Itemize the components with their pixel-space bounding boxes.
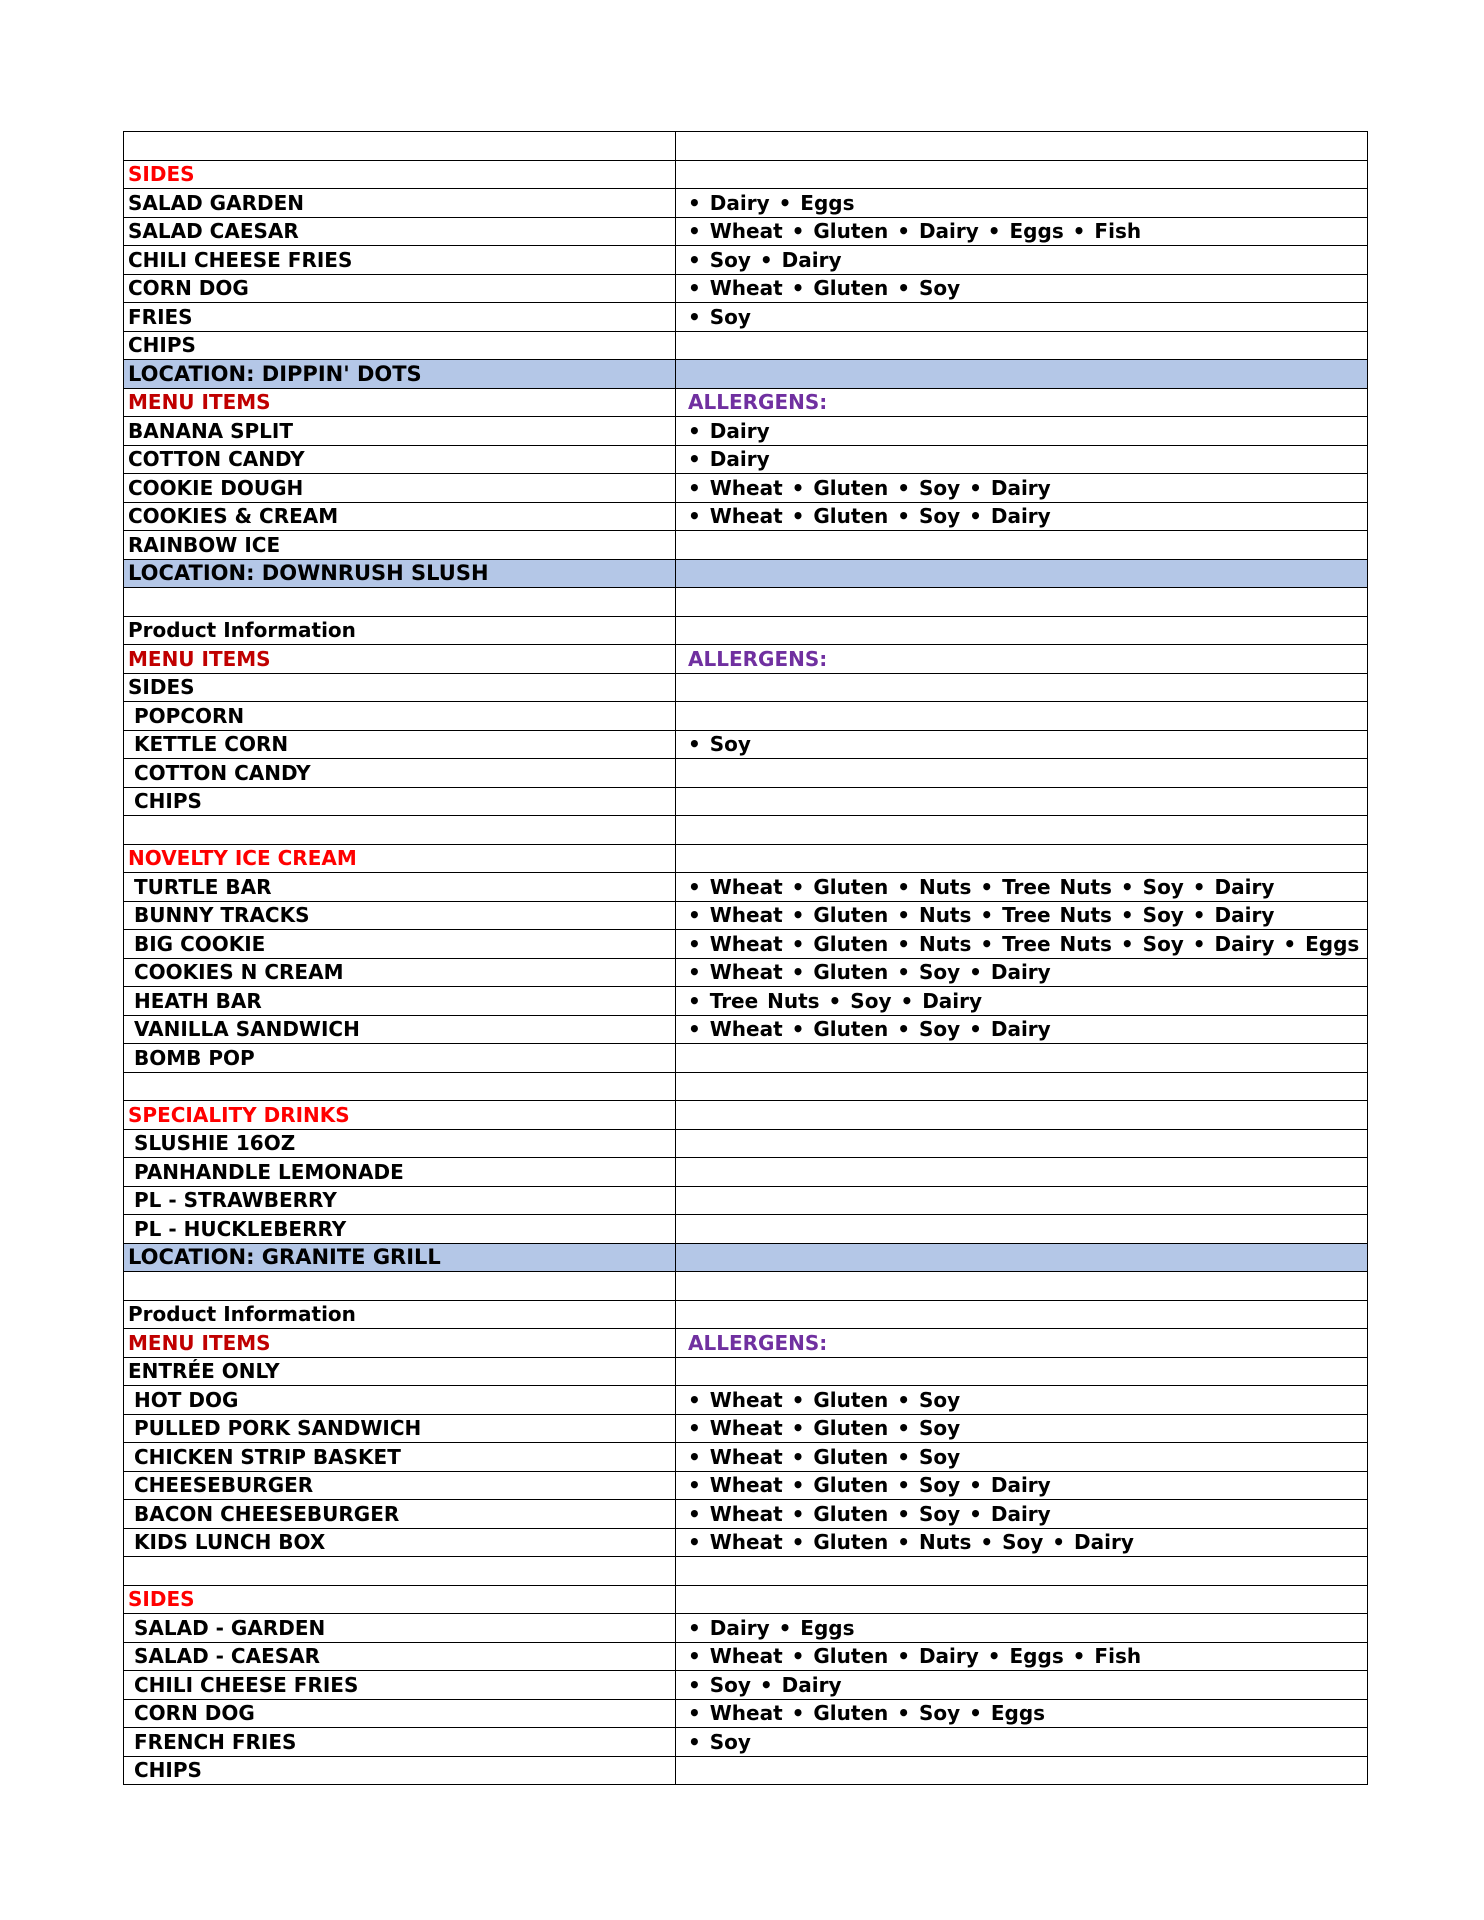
allergen-table xyxy=(123,131,1368,1785)
allergens-cell: • Dairy xyxy=(676,417,1368,446)
table-row xyxy=(124,531,1368,560)
allergens-cell xyxy=(676,1215,1368,1244)
item-cell: PL - HUCKLEBERRY xyxy=(124,1215,676,1244)
section-header-row xyxy=(124,1101,1368,1130)
allergen-table-body xyxy=(124,132,1368,1785)
table-row xyxy=(124,303,1368,332)
location-header-row xyxy=(124,1243,1368,1272)
table-row xyxy=(124,730,1368,759)
item-cell: PL - STRAWBERRY xyxy=(124,1186,676,1215)
column-header-row xyxy=(124,1329,1368,1358)
table-row xyxy=(124,474,1368,503)
item-cell: CHICKEN STRIP BASKET xyxy=(124,1443,676,1472)
table-row xyxy=(124,1215,1368,1244)
allergens-cell: • Wheat • Gluten • Soy xyxy=(676,1386,1368,1415)
item-cell: BANANA SPLIT xyxy=(124,417,676,446)
item-cell: SIDES xyxy=(124,1585,676,1614)
item-cell: SALAD - GARDEN xyxy=(124,1614,676,1643)
blank-row xyxy=(124,132,1368,161)
table-row xyxy=(124,787,1368,816)
item-cell: COTTON CANDY xyxy=(124,759,676,788)
item-cell xyxy=(124,588,676,617)
table-row xyxy=(124,1614,1368,1643)
item-cell: BOMB POP xyxy=(124,1044,676,1073)
item-cell: SALAD CAESAR xyxy=(124,217,676,246)
allergens-cell: • Wheat • Gluten • Dairy • Eggs • Fish xyxy=(676,217,1368,246)
location-header-row xyxy=(124,360,1368,389)
allergens-cell xyxy=(676,787,1368,816)
allergens-cell xyxy=(676,1272,1368,1301)
column-header-row xyxy=(124,645,1368,674)
table-row xyxy=(124,1471,1368,1500)
allergens-cell xyxy=(676,1129,1368,1158)
table-row xyxy=(124,1728,1368,1757)
item-cell: SPECIALITY DRINKS xyxy=(124,1101,676,1130)
table-row xyxy=(124,502,1368,531)
table-row xyxy=(124,1129,1368,1158)
allergens-cell xyxy=(676,844,1368,873)
allergens-cell: • Wheat • Gluten • Soy • Dairy xyxy=(676,958,1368,987)
table-row xyxy=(124,445,1368,474)
item-cell: CORN DOG xyxy=(124,274,676,303)
allergens-cell xyxy=(676,1756,1368,1785)
allergens-cell: • Soy xyxy=(676,1728,1368,1757)
allergens-cell: • Tree Nuts • Soy • Dairy xyxy=(676,987,1368,1016)
table-row xyxy=(124,1186,1368,1215)
allergens-cell xyxy=(676,132,1368,161)
section-header-row xyxy=(124,1585,1368,1614)
item-cell: POPCORN xyxy=(124,702,676,731)
section-header-row xyxy=(124,160,1368,189)
item-cell xyxy=(124,1557,676,1586)
table-row xyxy=(124,1443,1368,1472)
item-cell: Product Information xyxy=(124,616,676,645)
item-cell: NOVELTY ICE CREAM xyxy=(124,844,676,873)
item-cell: MENU ITEMS xyxy=(124,645,676,674)
allergens-cell: • Wheat • Gluten • Nuts • Tree Nuts • Soy • Dairy xyxy=(676,873,1368,902)
table-row xyxy=(124,1699,1368,1728)
item-cell: LOCATION: DOWNRUSH SLUSH xyxy=(124,559,676,588)
item-cell: MENU ITEMS xyxy=(124,388,676,417)
item-cell xyxy=(124,816,676,845)
item-cell xyxy=(124,132,676,161)
allergens-cell: ALLERGENS: xyxy=(676,388,1368,417)
item-cell: BACON CHEESEBURGER xyxy=(124,1500,676,1529)
item-cell: CHILI CHEESE FRIES xyxy=(124,246,676,275)
allergens-cell: • Wheat • Gluten • Soy xyxy=(676,274,1368,303)
table-row xyxy=(124,331,1368,360)
item-cell: COOKIE DOUGH xyxy=(124,474,676,503)
table-row xyxy=(124,189,1368,218)
item-cell: VANILLA SANDWICH xyxy=(124,1015,676,1044)
allergens-cell xyxy=(676,1585,1368,1614)
table-row xyxy=(124,1500,1368,1529)
table-row xyxy=(124,246,1368,275)
item-cell: CHILI CHEESE FRIES xyxy=(124,1671,676,1700)
allergens-cell: • Wheat • Gluten • Soy • Eggs xyxy=(676,1699,1368,1728)
allergens-cell xyxy=(676,588,1368,617)
table-row xyxy=(124,930,1368,959)
allergens-cell: • Wheat • Gluten • Soy • Dairy xyxy=(676,502,1368,531)
allergens-cell xyxy=(676,1357,1368,1386)
allergens-cell xyxy=(676,1072,1368,1101)
blank-row xyxy=(124,1072,1368,1101)
allergens-cell: • Dairy xyxy=(676,445,1368,474)
item-cell: HEATH BAR xyxy=(124,987,676,1016)
blank-row xyxy=(124,1272,1368,1301)
table-row xyxy=(124,217,1368,246)
allergens-cell xyxy=(676,559,1368,588)
allergens-cell xyxy=(676,816,1368,845)
allergens-cell: • Wheat • Gluten • Nuts • Soy • Dairy xyxy=(676,1528,1368,1557)
allergens-cell: • Wheat • Gluten • Soy • Dairy xyxy=(676,1471,1368,1500)
location-header-row xyxy=(124,559,1368,588)
item-cell: KETTLE CORN xyxy=(124,730,676,759)
allergens-cell xyxy=(676,160,1368,189)
item-cell: CHIPS xyxy=(124,787,676,816)
table-row xyxy=(124,1528,1368,1557)
item-cell: FRENCH FRIES xyxy=(124,1728,676,1757)
section-header-row xyxy=(124,844,1368,873)
item-cell: BUNNY TRACKS xyxy=(124,901,676,930)
allergens-cell xyxy=(676,1101,1368,1130)
allergens-cell xyxy=(676,1044,1368,1073)
blank-row xyxy=(124,816,1368,845)
allergens-cell: • Wheat • Gluten • Soy • Dairy xyxy=(676,474,1368,503)
allergens-cell: • Soy xyxy=(676,303,1368,332)
table-row xyxy=(124,274,1368,303)
table-row xyxy=(124,1671,1368,1700)
item-cell: COOKIES N CREAM xyxy=(124,958,676,987)
allergens-cell xyxy=(676,702,1368,731)
item-cell: FRIES xyxy=(124,303,676,332)
allergens-cell xyxy=(676,1158,1368,1187)
allergens-cell xyxy=(676,616,1368,645)
allergens-cell xyxy=(676,360,1368,389)
item-cell: LOCATION: DIPPIN' DOTS xyxy=(124,360,676,389)
allergens-cell: ALLERGENS: xyxy=(676,1329,1368,1358)
table-row xyxy=(124,1158,1368,1187)
table-row xyxy=(124,759,1368,788)
table-row xyxy=(124,702,1368,731)
table-row xyxy=(124,1357,1368,1386)
table-row xyxy=(124,901,1368,930)
allergens-cell xyxy=(676,1300,1368,1329)
item-cell: COOKIES & CREAM xyxy=(124,502,676,531)
item-cell: CHIPS xyxy=(124,1756,676,1785)
item-cell: Product Information xyxy=(124,1300,676,1329)
allergens-cell: • Wheat • Gluten • Soy • Dairy xyxy=(676,1500,1368,1529)
allergens-cell: • Wheat • Gluten • Soy xyxy=(676,1443,1368,1472)
allergens-cell xyxy=(676,1243,1368,1272)
allergens-cell: • Dairy • Eggs xyxy=(676,1614,1368,1643)
table-row xyxy=(124,1642,1368,1671)
allergens-cell: • Soy • Dairy xyxy=(676,246,1368,275)
item-cell: SIDES xyxy=(124,673,676,702)
item-cell: SALAD GARDEN xyxy=(124,189,676,218)
allergens-cell xyxy=(676,1186,1368,1215)
table-row xyxy=(124,1756,1368,1785)
allergens-cell: ALLERGENS: xyxy=(676,645,1368,674)
blank-row xyxy=(124,588,1368,617)
item-cell: HOT DOG xyxy=(124,1386,676,1415)
table-row xyxy=(124,1015,1368,1044)
table-row xyxy=(124,1300,1368,1329)
allergens-cell: • Soy • Dairy xyxy=(676,1671,1368,1700)
item-cell: LOCATION: GRANITE GRILL xyxy=(124,1243,676,1272)
blank-row xyxy=(124,1557,1368,1586)
item-cell: CORN DOG xyxy=(124,1699,676,1728)
allergens-cell xyxy=(676,331,1368,360)
allergens-cell: • Wheat • Gluten • Dairy • Eggs • Fish xyxy=(676,1642,1368,1671)
allergens-cell xyxy=(676,531,1368,560)
allergens-cell: • Dairy • Eggs xyxy=(676,189,1368,218)
item-cell: ENTRÉE ONLY xyxy=(124,1357,676,1386)
item-cell: CHIPS xyxy=(124,331,676,360)
table-row xyxy=(124,873,1368,902)
item-cell: SLUSHIE 16OZ xyxy=(124,1129,676,1158)
table-row xyxy=(124,958,1368,987)
allergens-cell xyxy=(676,759,1368,788)
item-cell xyxy=(124,1272,676,1301)
table-row xyxy=(124,616,1368,645)
column-header-row xyxy=(124,388,1368,417)
item-cell: MENU ITEMS xyxy=(124,1329,676,1358)
allergens-cell: • Wheat • Gluten • Nuts • Tree Nuts • Soy • Dairy • Eggs xyxy=(676,930,1368,959)
table-row xyxy=(124,417,1368,446)
item-cell: BIG COOKIE xyxy=(124,930,676,959)
table-row xyxy=(124,1044,1368,1073)
item-cell: SALAD - CAESAR xyxy=(124,1642,676,1671)
item-cell xyxy=(124,1072,676,1101)
allergens-cell: • Soy xyxy=(676,730,1368,759)
allergens-cell: • Wheat • Gluten • Nuts • Tree Nuts • Soy • Dairy xyxy=(676,901,1368,930)
item-cell: RAINBOW ICE xyxy=(124,531,676,560)
allergens-cell: • Wheat • Gluten • Soy • Dairy xyxy=(676,1015,1368,1044)
item-cell: PULLED PORK SANDWICH xyxy=(124,1414,676,1443)
item-cell: COTTON CANDY xyxy=(124,445,676,474)
table-row xyxy=(124,1414,1368,1443)
allergens-cell: • Wheat • Gluten • Soy xyxy=(676,1414,1368,1443)
table-row xyxy=(124,1386,1368,1415)
table-row xyxy=(124,987,1368,1016)
item-cell: PANHANDLE LEMONADE xyxy=(124,1158,676,1187)
table-row xyxy=(124,673,1368,702)
item-cell: TURTLE BAR xyxy=(124,873,676,902)
item-cell: CHEESEBURGER xyxy=(124,1471,676,1500)
item-cell: SIDES xyxy=(124,160,676,189)
allergens-cell xyxy=(676,673,1368,702)
item-cell: KIDS LUNCH BOX xyxy=(124,1528,676,1557)
allergens-cell xyxy=(676,1557,1368,1586)
